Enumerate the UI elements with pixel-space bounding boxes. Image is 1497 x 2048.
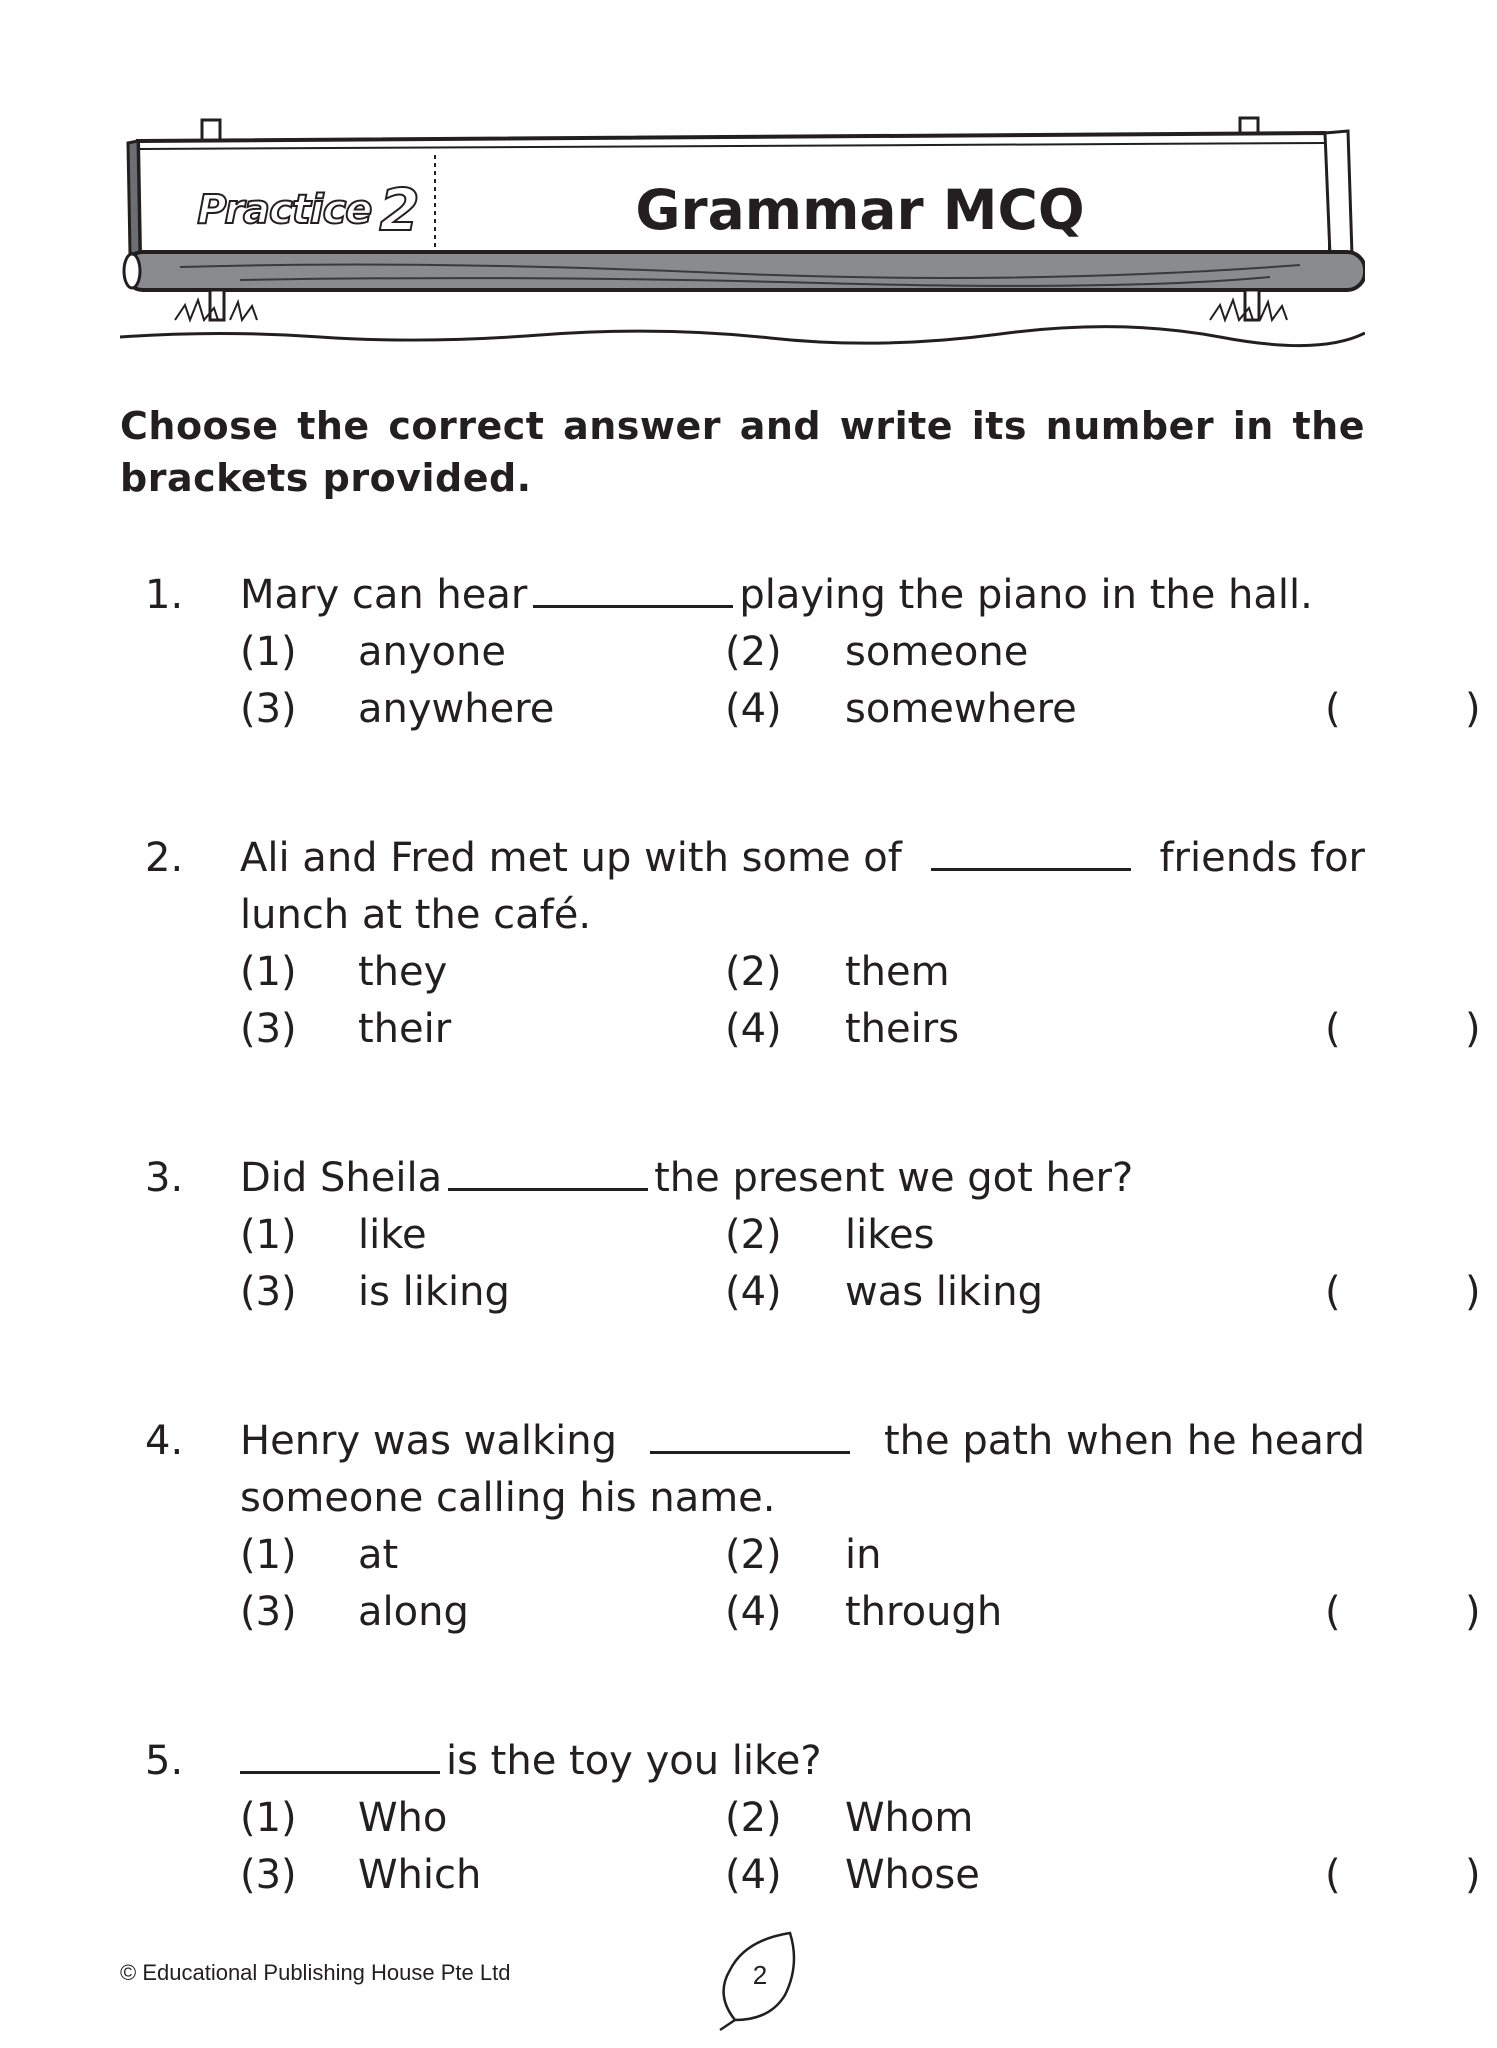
answer-bracket-open[interactable]: ( bbox=[1325, 686, 1341, 732]
option-3: Which bbox=[358, 1852, 482, 1898]
option-4: somewhere bbox=[845, 686, 1077, 732]
question-number: 2. bbox=[145, 835, 184, 881]
question-stem: Mary can hear playing the piano in the hall. bbox=[240, 567, 1365, 624]
instructions-text: Choose the correct answer and write its number in the brackets provided. bbox=[120, 404, 1365, 500]
option-2: someone bbox=[845, 629, 1029, 675]
option-2: in bbox=[845, 1532, 882, 1578]
question-stem: Ali and Fred met up with some of friends for lunch at the café. bbox=[240, 830, 1365, 944]
answer-bracket-open[interactable]: ( bbox=[1325, 1269, 1341, 1315]
question-stem: Did Sheila the present we got her? bbox=[240, 1150, 1365, 1207]
option-2: Whom bbox=[845, 1795, 974, 1841]
option-4: theirs bbox=[845, 1006, 960, 1052]
answer-bracket-close[interactable]: ) bbox=[1465, 1852, 1481, 1898]
option-3: their bbox=[358, 1006, 452, 1052]
option-3: along bbox=[358, 1589, 469, 1635]
options-row: (3) is liking (4) was liking ( ) bbox=[240, 1264, 1365, 1321]
practice-label: Practice 2 bbox=[197, 176, 419, 244]
option-1: like bbox=[358, 1212, 427, 1258]
option-1: Who bbox=[358, 1795, 448, 1841]
option-3: is liking bbox=[358, 1269, 510, 1315]
options-row: (1) at (2) in bbox=[240, 1527, 1365, 1584]
question-number: 1. bbox=[145, 572, 184, 618]
answer-bracket-open[interactable]: ( bbox=[1325, 1006, 1341, 1052]
question-number: 5. bbox=[145, 1738, 184, 1784]
options-row: (1) they (2) them bbox=[240, 944, 1365, 1001]
answer-blank bbox=[931, 830, 1131, 871]
copyright-text: © Educational Publishing House Pte Ltd bbox=[120, 1960, 511, 1985]
answer-bracket-close[interactable]: ) bbox=[1465, 1589, 1481, 1635]
option-4: through bbox=[845, 1589, 1003, 1635]
question-number: 4. bbox=[145, 1418, 184, 1464]
answer-blank bbox=[533, 567, 733, 608]
options-row: (1) anyone (2) someone bbox=[240, 624, 1365, 681]
question-stem: is the toy you like? bbox=[240, 1733, 1365, 1790]
page-title: Grammar MCQ bbox=[635, 178, 1085, 242]
option-1: at bbox=[358, 1532, 399, 1578]
answer-bracket-close[interactable]: ) bbox=[1465, 686, 1481, 732]
option-2: them bbox=[845, 949, 950, 995]
options-row: (3) along (4) through ( ) bbox=[240, 1584, 1365, 1641]
options-row: (1) like (2) likes bbox=[240, 1207, 1365, 1264]
option-1: they bbox=[358, 949, 448, 995]
option-1: anyone bbox=[358, 629, 506, 675]
options-row: (1) Who (2) Whom bbox=[240, 1790, 1365, 1847]
answer-bracket-open[interactable]: ( bbox=[1325, 1852, 1341, 1898]
options-row: (3) Which (4) Whose ( ) bbox=[240, 1847, 1365, 1904]
option-3: anywhere bbox=[358, 686, 555, 732]
answer-blank bbox=[650, 1413, 850, 1454]
answer-blank bbox=[448, 1150, 648, 1191]
question-stem: Henry was walking the path when he heard someone calling his name. bbox=[240, 1413, 1365, 1527]
answer-bracket-close[interactable]: ) bbox=[1465, 1006, 1481, 1052]
answer-bracket-open[interactable]: ( bbox=[1325, 1589, 1341, 1635]
page-number: 2 bbox=[752, 1960, 768, 1990]
options-row: (3) anywhere (4) somewhere ( ) bbox=[240, 681, 1365, 738]
answer-blank bbox=[240, 1733, 440, 1774]
question-number: 3. bbox=[145, 1155, 184, 1201]
option-4: Whose bbox=[845, 1852, 980, 1898]
options-row: (3) their (4) theirs ( ) bbox=[240, 1001, 1365, 1058]
answer-bracket-close[interactable]: ) bbox=[1465, 1269, 1481, 1315]
header-banner bbox=[120, 115, 1365, 365]
option-4: was liking bbox=[845, 1269, 1044, 1315]
option-2: likes bbox=[845, 1212, 935, 1258]
